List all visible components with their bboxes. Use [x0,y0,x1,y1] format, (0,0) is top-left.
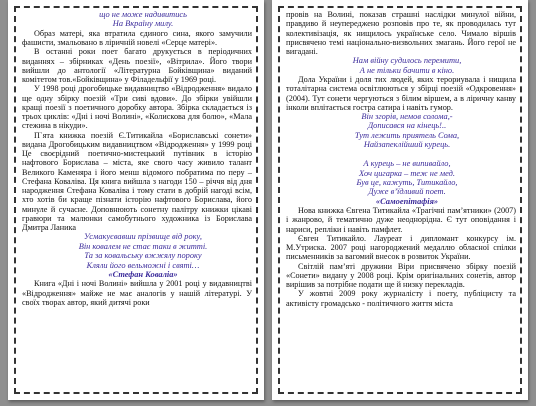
paragraph: Євген Титикайло. Лауреат і дипломант конкурсу ім. М.Утриска. 2007 році нагороджений медаллю обласної спілки письменників за вагомий внесок в розвиток України. [286,233,516,262]
paragraph: В останні роки поет багато друкується в періодичних виданнях – збірниках «День поезії», «Вітрила». Його твори вийшли до антології «Літературна Бойківщина» виданий комітетом тов.«Бойківщина» у Філадельфії у 1969 році. [22,47,252,85]
poem-line: що не може надивитись [99,10,187,19]
poem-spacer [286,150,516,159]
paragraph: провів на Волині, показав страшні наслідки минулої війни, правдиво й неупереджено розповів про те, як проводилась тут колективізація, як нищилось українське село. Чимало віршів присвячено темі національно-визвольних змагань. Його герої не вигадані. [286,10,516,56]
paragraph: П`ята книжка поезій Є.Титикайла «Бориславські сонети» видана Дрогобицьким видавництвом «Відродження» у 1999 році Це своєрідний поетично-мистецький путівник в історію нафтового Борислава – міста, яке свого часу живило талант Великого Каменяра і його менш відомого побратима по перу – Стефана Коваліва. Ця книга вийшла з нагоди 150 – річчя від дня народження Стефана Коваліва і тому стати в добрій нагоді всім, хто хотів би краще пізнати історію нафтового Борислава, його минуле й сучасне. Доповнюють сонетну палітру книжки цікаві гравюри та малюнки самобутнього художника із Борислава Дмитра Ланика [22,130,252,233]
poem-line: Дописався на кінець!.. [367,121,447,131]
poem-line: Найзапеклійший курець. [363,140,451,150]
right-page [272,0,528,400]
paragraph: Книга «Дні і ночі Волині» вийшла у 2001 році у видавництві «Відродження» майже не має аналогів у нашій літературі. У своїх творах автор, який дитячі роки [22,279,252,307]
paragraph: Дола України і доля тих людей, яких терориувала і нищила тоталітарна система освітлюються у збірці поезій «Одкровення» (2004). Тут сонети чергуються з білим віршем, а в ліричну канву інколи вплітається гостра сатира і навіть гумор. [286,75,516,112]
poem-line: А курець – не випивайло, [363,159,451,169]
poem-line: Був це, кажуть, Титикайло, [356,177,458,187]
paragraph: Світлій пам’яті дружини Віри присвячено збірку поезій «Сонети» видану у 2008 році. Крім оригінальних сонетів, автор вирішив за потрібне подати ще й низку перекладів. [286,261,516,290]
poem-line: Він згорів, немов солома,- [361,112,453,122]
poem-line: Тут лежить приятель Сома, [354,130,460,140]
paragraph: Образ матері, яка втратила єдиного сина, якого замучили фашисти, змальовано в ліричній новелі «Серце матері». [22,28,252,48]
poem-line: Він ковалем не стає таки в житті. [78,241,208,251]
poem-line: А не тільки бачити в кіно. [359,65,455,75]
paragraph: Нова книжка Євгена Титикайла «Трагічні пам’ятники» (2007) і жанрово, й тематично дуже неоднорідна. Є тут оповідання і нариси, репліки і навіть памфлет. [286,206,516,234]
paragraph: У жовтні 2009 року журналісту і поету, публіцисту та активісту громадсько - політичного життя міста [286,289,516,308]
poem-line: Усмакуєвавши прізвище від року, [84,232,202,242]
poem-line: Хоч цигарка – теж не мед. [359,168,455,178]
left-page [8,0,264,400]
poem-line: Та за ковальську вжжялу пороку [84,251,202,261]
poem-title: «Самоепітафія» [375,196,439,206]
poem-line: На Вкраїну милу. [112,19,174,29]
right-page-content [286,10,516,390]
poem-line: Нам війну судилось перемити, [352,56,462,66]
poem-line: Дуже в’їдливий поет. [368,187,446,197]
poem-title: «Стефан Коваліа» [108,269,178,279]
poem-line: Кляли його вельможні і святі… [86,260,200,270]
left-page-content [22,10,252,390]
paragraph: У 1998 році дрогобицьке видавництво «Відродження» видало ще одну збірку поезій «Три сиві вдови». До збірки увійшли кращі поезії з поетичного доробку автора. Збірка складається із трьох циклів: «Дні і ночі Волині», «Колискова для болю», «Мала стежина в нікуди». [22,84,252,131]
